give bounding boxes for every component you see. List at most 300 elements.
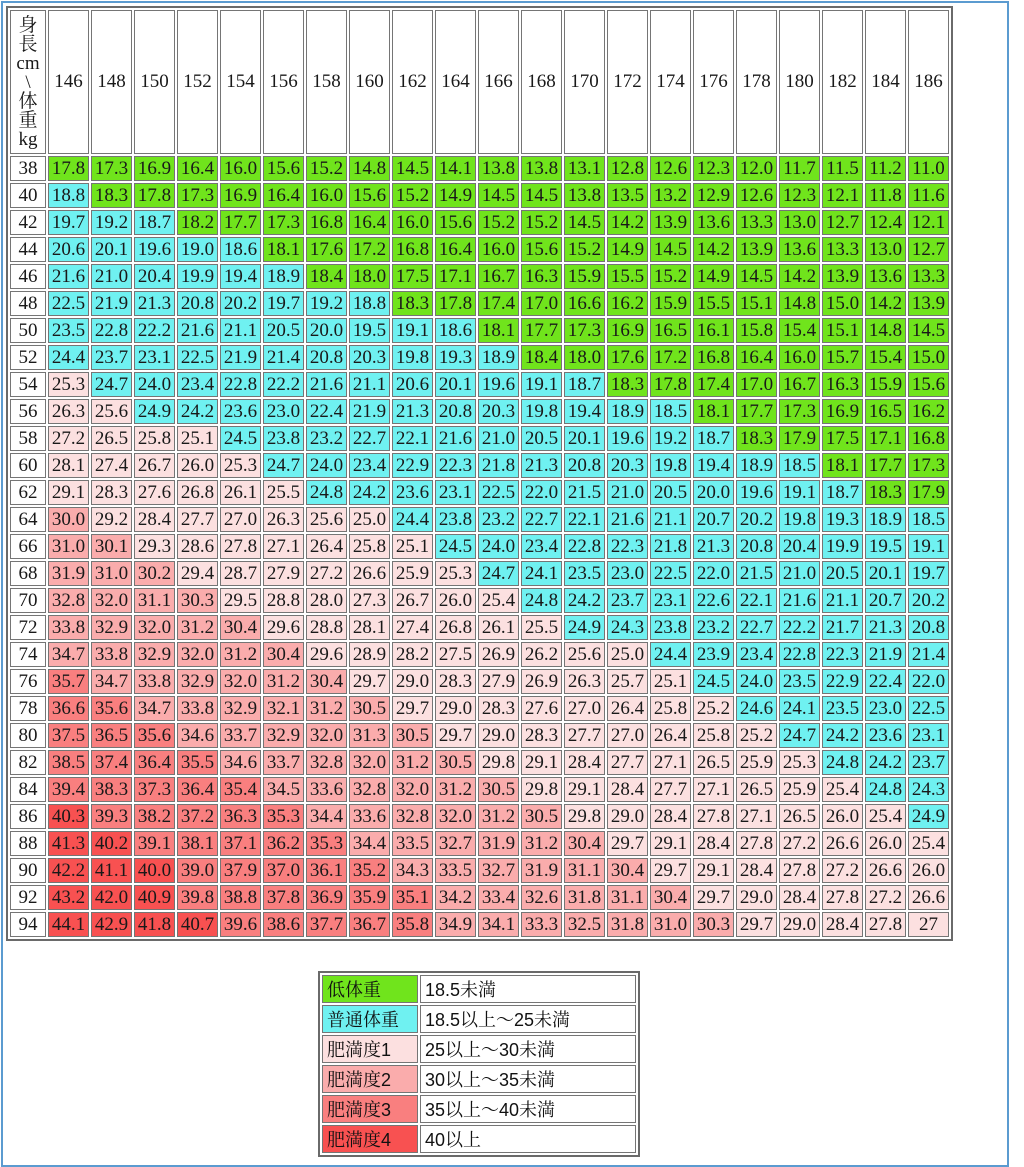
bmi-cell: 21.9: [220, 345, 261, 370]
bmi-cell: 32.9: [220, 696, 261, 721]
bmi-cell: 20.4: [134, 264, 175, 289]
bmi-cell: 30.4: [564, 831, 605, 856]
bmi-cell: 27.0: [564, 696, 605, 721]
bmi-cell: 30.4: [650, 885, 691, 910]
bmi-cell: 24.1: [779, 696, 820, 721]
bmi-cell: 23.4: [736, 642, 777, 667]
bmi-cell: 17.3: [177, 183, 218, 208]
bmi-cell: 18.0: [564, 345, 605, 370]
bmi-cell: 32.7: [478, 858, 519, 883]
legend-range-cell: 35以上〜40未満: [420, 1095, 636, 1123]
bmi-cell: 38.3: [91, 777, 132, 802]
bmi-cell: 20.8: [306, 345, 347, 370]
weight-row-header: 46: [10, 264, 46, 289]
bmi-cell: 32.0: [134, 615, 175, 640]
bmi-cell: 29.7: [736, 912, 777, 937]
bmi-cell: 22.5: [48, 291, 89, 316]
bmi-cell: 15.9: [650, 291, 691, 316]
bmi-cell: 24.2: [564, 588, 605, 613]
bmi-cell: 36.2: [263, 831, 304, 856]
bmi-cell: 17.8: [134, 183, 175, 208]
bmi-cell: 16.4: [435, 237, 476, 262]
legend-category-cell: 低体重: [322, 975, 418, 1003]
bmi-row: [10, 561, 949, 586]
bmi-cell: 16.2: [908, 399, 949, 424]
bmi-cell: 26.3: [48, 399, 89, 424]
bmi-cell: 24.0: [478, 534, 519, 559]
bmi-cell: 25.4: [908, 831, 949, 856]
bmi-cell: 23.2: [306, 426, 347, 451]
bmi-cell: 26.0: [908, 858, 949, 883]
bmi-cell: 22.8: [220, 372, 261, 397]
bmi-cell: 27.3: [349, 588, 390, 613]
bmi-cell: 36.4: [177, 777, 218, 802]
bmi-cell: 25.6: [306, 507, 347, 532]
bmi-cell: 20.2: [220, 291, 261, 316]
bmi-cell: 21.5: [564, 480, 605, 505]
bmi-cell: 17.7: [220, 210, 261, 235]
page: [1, 1, 1009, 1167]
bmi-cell: 39.3: [91, 804, 132, 829]
bmi-cell: 26.4: [607, 696, 648, 721]
bmi-cell: 26.7: [134, 453, 175, 478]
weight-row-header: 54: [10, 372, 46, 397]
bmi-cell: 32.9: [263, 723, 304, 748]
bmi-cell: 14.8: [779, 291, 820, 316]
legend-category-cell: 肥満度3: [322, 1095, 418, 1123]
bmi-cell: 41.8: [134, 912, 175, 937]
bmi-cell: 31.8: [607, 912, 648, 937]
bmi-cell: 26.4: [650, 723, 691, 748]
bmi-cell: 20.4: [779, 534, 820, 559]
bmi-cell: 18.4: [306, 264, 347, 289]
bmi-cell: 27.0: [607, 723, 648, 748]
bmi-cell: 19.1: [908, 534, 949, 559]
weight-row-header: 72: [10, 615, 46, 640]
bmi-cell: 26.1: [220, 480, 261, 505]
bmi-cell: 26.1: [478, 615, 519, 640]
bmi-cell: 18.9: [478, 345, 519, 370]
bmi-cell: 25.1: [650, 669, 691, 694]
bmi-cell: 37.4: [91, 750, 132, 775]
bmi-cell: 21.7: [822, 615, 863, 640]
bmi-cell: 25.8: [693, 723, 734, 748]
weight-row-header: 52: [10, 345, 46, 370]
bmi-cell: 13.3: [908, 264, 949, 289]
bmi-cell: 34.7: [134, 696, 175, 721]
bmi-cell: 25.3: [48, 372, 89, 397]
bmi-cell: 25.5: [521, 615, 562, 640]
bmi-cell: 31.0: [48, 534, 89, 559]
bmi-cell: 20.5: [822, 561, 863, 586]
bmi-cell: 29.0: [779, 912, 820, 937]
bmi-cell: 26.9: [478, 642, 519, 667]
bmi-cell: 38.1: [177, 831, 218, 856]
bmi-cell: 32.7: [435, 831, 476, 856]
bmi-cell: 14.5: [650, 237, 691, 262]
bmi-cell: 24.5: [693, 669, 734, 694]
bmi-cell: 26.2: [521, 642, 562, 667]
legend-row: [322, 1095, 636, 1123]
corner-header-line: 体: [18, 90, 38, 112]
bmi-cell: 19.7: [908, 561, 949, 586]
bmi-cell: 18.9: [865, 507, 906, 532]
bmi-cell: 24.7: [779, 723, 820, 748]
bmi-cell: 28.4: [650, 804, 691, 829]
bmi-cell: 22.1: [564, 507, 605, 532]
bmi-cell: 15.2: [521, 210, 562, 235]
bmi-row: [10, 237, 949, 262]
bmi-cell: 17.5: [822, 426, 863, 451]
bmi-cell: 20.8: [564, 453, 605, 478]
bmi-cell: 23.2: [693, 615, 734, 640]
bmi-cell: 12.9: [693, 183, 734, 208]
bmi-cell: 22.1: [736, 588, 777, 613]
bmi-cell: 15.6: [435, 210, 476, 235]
bmi-cell: 18.3: [392, 291, 433, 316]
bmi-cell: 24.9: [134, 399, 175, 424]
bmi-cell: 24.3: [607, 615, 648, 640]
bmi-cell: 24.3: [908, 777, 949, 802]
bmi-cell: 20.0: [306, 318, 347, 343]
bmi-cell: 27.8: [865, 912, 906, 937]
bmi-cell: 31.9: [478, 831, 519, 856]
bmi-cell: 33.7: [220, 723, 261, 748]
bmi-cell: 24.5: [220, 426, 261, 451]
bmi-row: [10, 858, 949, 883]
bmi-cell: 29.7: [650, 858, 691, 883]
bmi-cell: 16.0: [779, 345, 820, 370]
weight-row-header: 82: [10, 750, 46, 775]
bmi-cell: 29.0: [478, 723, 519, 748]
bmi-row: [10, 642, 949, 667]
bmi-cell: 27.7: [564, 723, 605, 748]
bmi-cell: 21.1: [349, 372, 390, 397]
bmi-cell: 22.3: [435, 453, 476, 478]
bmi-cell: 28.4: [607, 777, 648, 802]
bmi-cell: 18.1: [693, 399, 734, 424]
bmi-cell: 27.9: [478, 669, 519, 694]
bmi-row: [10, 156, 949, 181]
height-col-header: 176: [693, 10, 734, 154]
bmi-cell: 22.8: [564, 534, 605, 559]
bmi-cell: 26.5: [779, 804, 820, 829]
bmi-cell: 29.0: [736, 885, 777, 910]
weight-row-header: 58: [10, 426, 46, 451]
bmi-cell: 25.1: [392, 534, 433, 559]
bmi-cell: 20.1: [564, 426, 605, 451]
corner-header-line: kg: [18, 128, 38, 150]
bmi-cell: 32.8: [306, 750, 347, 775]
bmi-cell: 31.2: [478, 804, 519, 829]
bmi-cell: 16.3: [521, 264, 562, 289]
bmi-cell: 12.1: [908, 210, 949, 235]
bmi-cell: 32.0: [177, 642, 218, 667]
bmi-cell: 31.3: [349, 723, 390, 748]
bmi-cell: 28.0: [306, 588, 347, 613]
bmi-cell: 30.0: [48, 507, 89, 532]
bmi-cell: 32.9: [91, 615, 132, 640]
bmi-cell: 15.6: [349, 183, 390, 208]
corner-header-line: 重: [18, 109, 38, 131]
bmi-cell: 14.1: [435, 156, 476, 181]
bmi-cell: 15.6: [908, 372, 949, 397]
bmi-cell: 30.4: [607, 858, 648, 883]
bmi-cell: 44.1: [48, 912, 89, 937]
bmi-cell: 25.3: [220, 453, 261, 478]
bmi-cell: 26.4: [306, 534, 347, 559]
bmi-cell: 22.0: [693, 561, 734, 586]
bmi-cell: 34.6: [177, 723, 218, 748]
bmi-cell: 20.2: [736, 507, 777, 532]
bmi-cell: 23.6: [865, 723, 906, 748]
bmi-cell: 15.2: [306, 156, 347, 181]
bmi-cell: 23.4: [521, 534, 562, 559]
bmi-cell: 28.8: [306, 615, 347, 640]
bmi-cell: 39.4: [48, 777, 89, 802]
bmi-row: [10, 588, 949, 613]
bmi-cell: 22.1: [392, 426, 433, 451]
bmi-cell: 17.0: [736, 372, 777, 397]
bmi-cell: 11.0: [908, 156, 949, 181]
bmi-cell: 33.6: [349, 804, 390, 829]
bmi-cell: 28.3: [435, 669, 476, 694]
weight-row-header: 90: [10, 858, 46, 883]
bmi-cell: 36.9: [306, 885, 347, 910]
bmi-cell: 27.2: [822, 858, 863, 883]
bmi-cell: 17.7: [521, 318, 562, 343]
bmi-row: [10, 777, 949, 802]
bmi-cell: 16.4: [349, 210, 390, 235]
bmi-cell: 34.4: [349, 831, 390, 856]
bmi-cell: 16.7: [478, 264, 519, 289]
bmi-cell: 34.9: [435, 912, 476, 937]
bmi-cell: 22.3: [822, 642, 863, 667]
legend-row: [322, 975, 636, 1003]
bmi-cell: 15.1: [736, 291, 777, 316]
bmi-cell: 13.9: [822, 264, 863, 289]
bmi-cell: 28.4: [779, 885, 820, 910]
bmi-cell: 20.3: [349, 345, 390, 370]
bmi-row: [10, 264, 949, 289]
bmi-cell: 35.7: [48, 669, 89, 694]
height-col-header: 146: [48, 10, 89, 154]
bmi-cell: 26.5: [91, 426, 132, 451]
weight-row-header: 94: [10, 912, 46, 937]
bmi-row: [10, 372, 949, 397]
bmi-cell: 19.8: [392, 345, 433, 370]
bmi-cell: 19.9: [177, 264, 218, 289]
bmi-cell: 11.2: [865, 156, 906, 181]
bmi-cell: 27.7: [177, 507, 218, 532]
weight-row-header: 78: [10, 696, 46, 721]
bmi-cell: 23.0: [263, 399, 304, 424]
height-col-header: 152: [177, 10, 218, 154]
bmi-cell: 33.8: [48, 615, 89, 640]
bmi-cell: 22.4: [865, 669, 906, 694]
bmi-cell: 29.8: [564, 804, 605, 829]
bmi-cell: 14.9: [693, 264, 734, 289]
bmi-cell: 31.9: [48, 561, 89, 586]
weight-row-header: 86: [10, 804, 46, 829]
bmi-cell: 20.6: [392, 372, 433, 397]
bmi-cell: 16.0: [220, 156, 261, 181]
bmi-cell: 38.2: [134, 804, 175, 829]
bmi-cell: 21.5: [736, 561, 777, 586]
bmi-cell: 23.8: [435, 507, 476, 532]
bmi-cell: 16.0: [306, 183, 347, 208]
bmi-cell: 15.6: [521, 237, 562, 262]
weight-row-header: 76: [10, 669, 46, 694]
bmi-cell: 17.5: [392, 264, 433, 289]
bmi-cell: 30.5: [435, 750, 476, 775]
bmi-cell: 12.0: [736, 156, 777, 181]
bmi-cell: 20.5: [521, 426, 562, 451]
weight-row-header: 70: [10, 588, 46, 613]
bmi-cell: 39.1: [134, 831, 175, 856]
weight-row-header: 62: [10, 480, 46, 505]
bmi-cell: 25.9: [392, 561, 433, 586]
bmi-cell: 21.1: [650, 507, 691, 532]
bmi-cell: 15.9: [865, 372, 906, 397]
bmi-cell: 27.7: [607, 750, 648, 775]
bmi-cell: 28.3: [478, 696, 519, 721]
bmi-cell: 27.2: [779, 831, 820, 856]
bmi-cell: 19.2: [650, 426, 691, 451]
bmi-cell: 32.6: [521, 885, 562, 910]
bmi-cell: 30.1: [91, 534, 132, 559]
bmi-cell: 25.8: [650, 696, 691, 721]
bmi-cell: 13.0: [865, 237, 906, 262]
bmi-cell: 30.5: [392, 723, 433, 748]
bmi-cell: 15.7: [822, 345, 863, 370]
bmi-cell: 42.2: [48, 858, 89, 883]
bmi-cell: 28.4: [564, 750, 605, 775]
bmi-cell: 25.9: [736, 750, 777, 775]
bmi-cell: 27: [908, 912, 949, 937]
bmi-row: [10, 696, 949, 721]
bmi-cell: 35.4: [220, 777, 261, 802]
bmi-cell: 35.6: [134, 723, 175, 748]
bmi-cell: 34.7: [48, 642, 89, 667]
bmi-cell: 17.4: [693, 372, 734, 397]
bmi-cell: 21.3: [521, 453, 562, 478]
bmi-cell: 31.0: [91, 561, 132, 586]
bmi-cell: 26.0: [822, 804, 863, 829]
legend-row: [322, 1125, 636, 1153]
bmi-cell: 27.6: [134, 480, 175, 505]
bmi-cell: 27.0: [220, 507, 261, 532]
bmi-cell: 27.6: [521, 696, 562, 721]
corner-header-line: 身: [18, 14, 38, 36]
bmi-cell: 17.3: [91, 156, 132, 181]
weight-row-header: 80: [10, 723, 46, 748]
bmi-cell: 36.1: [306, 858, 347, 883]
bmi-cell: 17.6: [607, 345, 648, 370]
bmi-cell: 21.1: [822, 588, 863, 613]
legend-row: [322, 1065, 636, 1093]
bmi-row: [10, 750, 949, 775]
bmi-row: [10, 318, 949, 343]
bmi-cell: 39.6: [220, 912, 261, 937]
bmi-cell: 19.6: [134, 237, 175, 262]
bmi-cell: 24.0: [134, 372, 175, 397]
bmi-cell: 19.5: [865, 534, 906, 559]
bmi-cell: 17.0: [521, 291, 562, 316]
bmi-cell: 35.5: [177, 750, 218, 775]
bmi-cell: 12.6: [736, 183, 777, 208]
bmi-cell: 24.6: [736, 696, 777, 721]
bmi-cell: 13.6: [693, 210, 734, 235]
bmi-cell: 20.7: [693, 507, 734, 532]
bmi-cell: 14.5: [392, 156, 433, 181]
bmi-cell: 20.5: [263, 318, 304, 343]
bmi-cell: 23.1: [134, 345, 175, 370]
bmi-cell: 23.0: [607, 561, 648, 586]
bmi-row: [10, 723, 949, 748]
bmi-cell: 23.5: [822, 696, 863, 721]
bmi-cell: 25.3: [779, 750, 820, 775]
bmi-cell: 24.4: [650, 642, 691, 667]
bmi-cell: 24.8: [865, 777, 906, 802]
bmi-cell: 25.6: [564, 642, 605, 667]
bmi-cell: 18.5: [779, 453, 820, 478]
bmi-cell: 22.5: [908, 696, 949, 721]
bmi-cell: 19.3: [435, 345, 476, 370]
bmi-cell: 23.2: [478, 507, 519, 532]
bmi-cell: 38.5: [48, 750, 89, 775]
weight-row-header: 64: [10, 507, 46, 532]
bmi-cell: 21.8: [650, 534, 691, 559]
weight-row-header: 42: [10, 210, 46, 235]
bmi-cell: 33.3: [521, 912, 562, 937]
bmi-cell: 13.0: [779, 210, 820, 235]
bmi-cell: 39.0: [177, 858, 218, 883]
bmi-cell: 24.2: [177, 399, 218, 424]
bmi-cell: 31.1: [134, 588, 175, 613]
bmi-cell: 14.8: [349, 156, 390, 181]
bmi-cell: 17.3: [263, 210, 304, 235]
bmi-cell: 24.4: [392, 507, 433, 532]
bmi-cell: 22.7: [736, 615, 777, 640]
corner-header-line: cm: [16, 52, 40, 74]
bmi-cell: 22.7: [521, 507, 562, 532]
bmi-cell: 18.8: [48, 183, 89, 208]
bmi-cell: 24.4: [48, 345, 89, 370]
bmi-cell: 22.0: [521, 480, 562, 505]
bmi-cell: 30.5: [478, 777, 519, 802]
bmi-cell: 23.0: [865, 696, 906, 721]
bmi-cell: 23.7: [908, 750, 949, 775]
bmi-cell: 29.7: [349, 669, 390, 694]
bmi-cell: 13.8: [478, 156, 519, 181]
bmi-cell: 18.6: [435, 318, 476, 343]
bmi-cell: 18.6: [220, 237, 261, 262]
bmi-cell: 30.3: [177, 588, 218, 613]
bmi-cell: 36.6: [48, 696, 89, 721]
bmi-cell: 28.4: [822, 912, 863, 937]
bmi-cell: 36.4: [134, 750, 175, 775]
bmi-cell: 30.5: [349, 696, 390, 721]
bmi-cell: 32.9: [134, 642, 175, 667]
bmi-cell: 21.6: [607, 507, 648, 532]
bmi-cell: 17.6: [306, 237, 347, 262]
bmi-cell: 17.8: [48, 156, 89, 181]
bmi-cell: 21.4: [908, 642, 949, 667]
bmi-cell: 26.0: [865, 831, 906, 856]
bmi-cell: 16.9: [607, 318, 648, 343]
bmi-row: [10, 534, 949, 559]
